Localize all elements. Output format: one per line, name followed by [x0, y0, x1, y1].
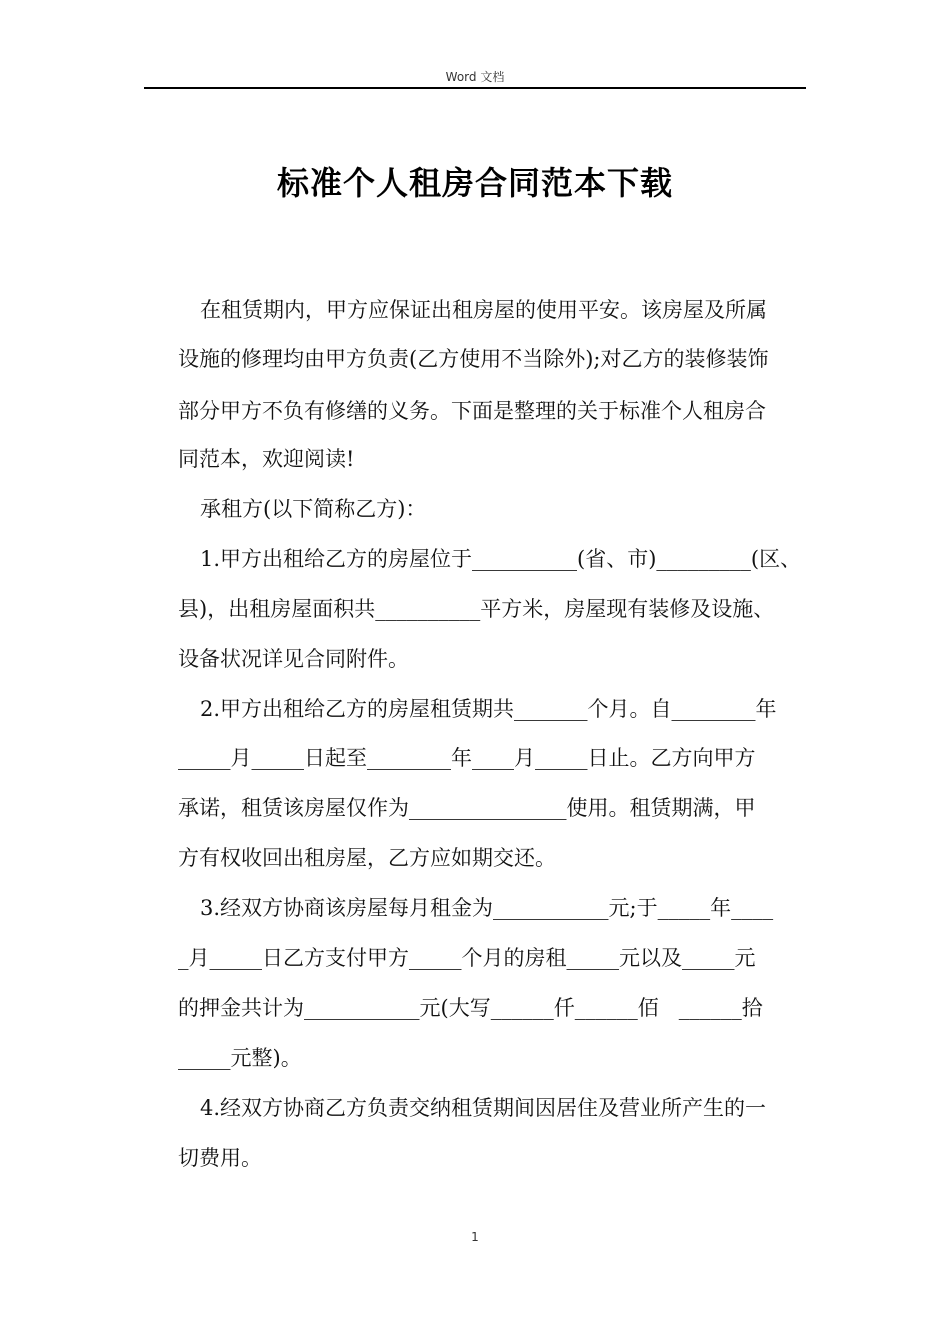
- header-divider: [144, 87, 806, 89]
- paragraph-line: 4.经双方协商乙方负责交纳租赁期间因居住及营业所产生的一: [200, 1096, 767, 1120]
- paragraph-line: 的押金共计为___________元(大写______仟______佰 ______拾: [178, 996, 763, 1020]
- paragraph-line: 承诺，租赁该房屋仅作为_______________使用。租赁期满，甲: [178, 796, 756, 820]
- paragraph-line: 切费用。: [178, 1146, 262, 1170]
- paragraph-line: 部分甲方不负有修缮的义务。下面是整理的关于标准个人租房合: [178, 399, 766, 423]
- document-title: 标准个人租房合同范本下载: [276, 164, 673, 202]
- page-number: 1: [471, 1230, 479, 1244]
- paragraph-line: 1.甲方出租给乙方的房屋位于__________(省、市)_________(区、: [200, 547, 802, 571]
- paragraph-line: _____元整)。: [178, 1046, 302, 1070]
- paragraph-line: 方有权收回出租房屋，乙方应如期交还。: [178, 846, 556, 870]
- paragraph-line: 承租方(以下简称乙方)：: [200, 497, 427, 521]
- paragraph-line: _____月_____日起至________年____月_____日止。乙方向甲方: [178, 746, 756, 770]
- paragraph-line: 2.甲方出租给乙方的房屋租赁期共_______个月。自________年: [200, 697, 777, 721]
- paragraph-line: 县)，出租房屋面积共__________平方米，房屋现有装修及设施、: [178, 597, 775, 621]
- paragraph-line: 设施的修理均由甲方负责(乙方使用不当除外);对乙方的装修装饰: [178, 347, 769, 371]
- paragraph-line: 同范本，欢迎阅读!: [178, 447, 355, 471]
- paragraph-line: _月_____日乙方支付甲方_____个月的房租_____元以及_____元: [178, 946, 756, 970]
- paragraph-line: 在租赁期内，甲方应保证出租房屋的使用平安。该房屋及所属: [200, 298, 767, 322]
- paragraph-line: 设备状况详见合同附件。: [178, 647, 409, 671]
- paragraph-line: 3.经双方协商该房屋每月租金为___________元;于_____年____: [200, 896, 774, 920]
- header-label: Word 文档: [445, 70, 505, 84]
